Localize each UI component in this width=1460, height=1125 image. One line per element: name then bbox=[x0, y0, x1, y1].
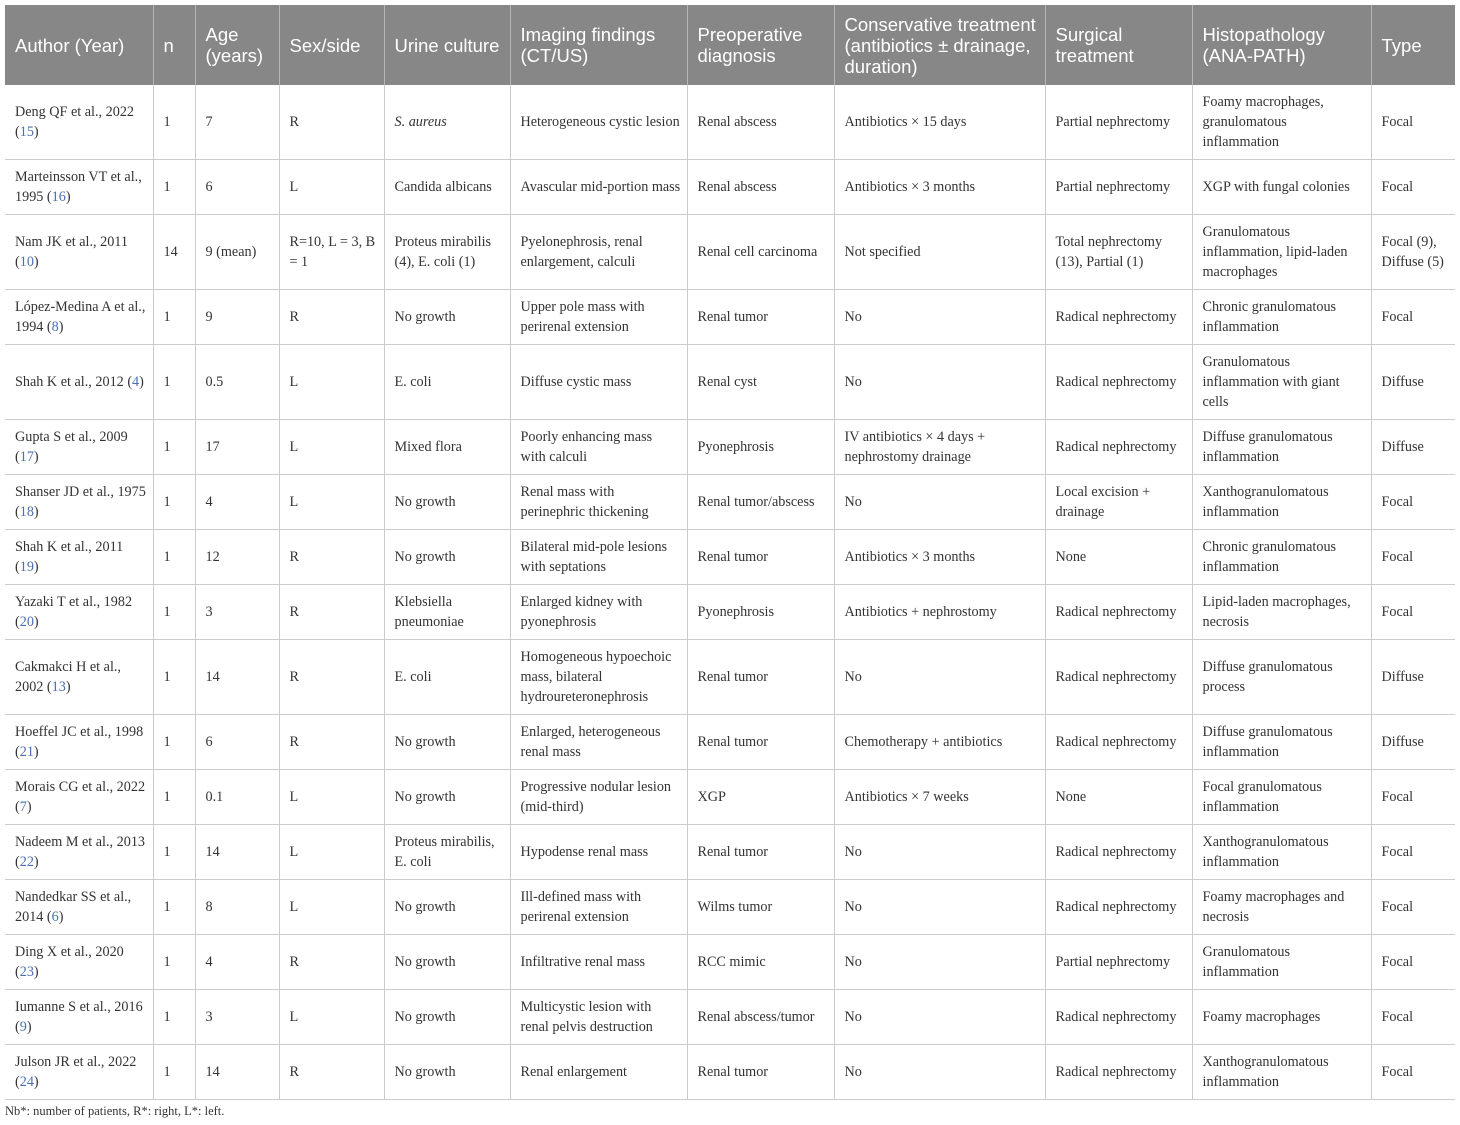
conservative-treatment-cell: No bbox=[834, 935, 1045, 990]
patients-count-cell: 1 bbox=[153, 475, 195, 530]
imaging-findings-cell: Enlarged, heterogeneous renal mass bbox=[510, 715, 687, 770]
histopathology-cell: Granulomatous inflammation bbox=[1192, 935, 1371, 990]
conservative-treatment-cell: Antibiotics × 15 days bbox=[834, 85, 1045, 160]
header-row bbox=[5, 5, 1455, 85]
histopathology-cell: Foamy macrophages bbox=[1192, 990, 1371, 1045]
type-cell: Focal bbox=[1371, 290, 1455, 345]
type-cell: Focal bbox=[1371, 935, 1455, 990]
table-row bbox=[5, 825, 1455, 880]
surgical-treatment-cell: Radical nephrectomy bbox=[1045, 420, 1192, 475]
type-cell: Focal bbox=[1371, 880, 1455, 935]
age-cell: 14 bbox=[195, 640, 279, 715]
type-cell: Focal bbox=[1371, 160, 1455, 215]
author-cell: Iumanne S et al., 2016 (9) bbox=[5, 990, 153, 1045]
histopathology-cell: XGP with fungal colonies bbox=[1192, 160, 1371, 215]
author-cell: López-Medina A et al., 1994 (8) bbox=[5, 290, 153, 345]
histopathology-cell: Diffuse granulomatous inflammation bbox=[1192, 420, 1371, 475]
author-name: Shah K et al., 2012 bbox=[15, 374, 124, 390]
patients-count-cell: 1 bbox=[153, 880, 195, 935]
imaging-findings-cell: Diffuse cystic mass bbox=[510, 345, 687, 420]
sex-side-cell: L bbox=[279, 825, 384, 880]
age-cell: 6 bbox=[195, 715, 279, 770]
author-cell: Yazaki T et al., 1982 (20) bbox=[5, 585, 153, 640]
type-cell: Diffuse bbox=[1371, 715, 1455, 770]
surgical-treatment-cell: Radical nephrectomy bbox=[1045, 585, 1192, 640]
imaging-findings-cell: Progressive nodular lesion (mid-third) bbox=[510, 770, 687, 825]
sex-side-cell: R bbox=[279, 290, 384, 345]
author-cell: Gupta S et al., 2009 (17) bbox=[5, 420, 153, 475]
preoperative-diagnosis-cell: Renal cell carcinoma bbox=[687, 215, 834, 290]
reference-link[interactable]: 9 bbox=[19, 1019, 27, 1035]
preoperative-diagnosis-cell: XGP bbox=[687, 770, 834, 825]
reference-link[interactable]: 15 bbox=[19, 124, 34, 140]
reference-link[interactable]: 16 bbox=[51, 189, 66, 205]
histopathology-cell: Chronic granulomatous inflammation bbox=[1192, 290, 1371, 345]
type-cell: Diffuse bbox=[1371, 640, 1455, 715]
patients-count-cell: 14 bbox=[153, 215, 195, 290]
column-header: Type bbox=[1371, 5, 1455, 85]
preoperative-diagnosis-cell: Renal tumor bbox=[687, 1045, 834, 1100]
surgical-treatment-cell: Local excision + drainage bbox=[1045, 475, 1192, 530]
age-cell: 17 bbox=[195, 420, 279, 475]
author-name: Nadeem M et al., 2013 bbox=[15, 834, 146, 850]
preoperative-diagnosis-cell: RCC mimic bbox=[687, 935, 834, 990]
author-cell: Marteinsson VT et al., 1995 (16) bbox=[5, 160, 153, 215]
author-cell: Nam JK et al., 2011 (10) bbox=[5, 215, 153, 290]
reference-link[interactable]: 10 bbox=[19, 254, 34, 270]
conservative-treatment-cell: No bbox=[834, 825, 1045, 880]
author-name: Deng QF et al., 2022 bbox=[15, 104, 135, 120]
table-header bbox=[5, 5, 1455, 85]
reference-link[interactable]: 7 bbox=[19, 799, 27, 815]
age-cell: 4 bbox=[195, 935, 279, 990]
reference-link[interactable]: 24 bbox=[19, 1074, 34, 1090]
reference-link[interactable]: 23 bbox=[19, 964, 34, 980]
histopathology-cell: Granulomatous inflammation, lipid-laden macrophages bbox=[1192, 215, 1371, 290]
author-name: Ding X et al., 2020 bbox=[15, 944, 124, 960]
preoperative-diagnosis-cell: Renal tumor bbox=[687, 530, 834, 585]
table-row bbox=[5, 85, 1455, 160]
type-cell: Focal bbox=[1371, 585, 1455, 640]
histopathology-cell: Granulomatous inflammation with giant cells bbox=[1192, 345, 1371, 420]
age-cell: 9 bbox=[195, 290, 279, 345]
type-cell: Focal bbox=[1371, 475, 1455, 530]
histopathology-cell: Xanthogranulomatous inflammation bbox=[1192, 1045, 1371, 1100]
author-cell: Deng QF et al., 2022 (15) bbox=[5, 85, 153, 160]
sex-side-cell: L bbox=[279, 160, 384, 215]
preoperative-diagnosis-cell: Pyonephrosis bbox=[687, 585, 834, 640]
histopathology-cell: Xanthogranulomatous inflammation bbox=[1192, 475, 1371, 530]
imaging-findings-cell: Poorly enhancing mass with calculi bbox=[510, 420, 687, 475]
age-cell: 4 bbox=[195, 475, 279, 530]
sex-side-cell: L bbox=[279, 345, 384, 420]
column-header: n bbox=[153, 5, 195, 85]
sex-side-cell: L bbox=[279, 880, 384, 935]
preoperative-diagnosis-cell: Renal tumor bbox=[687, 640, 834, 715]
imaging-findings-cell: Homogeneous hypoechoic mass, bilateral hydroureteronephrosis bbox=[510, 640, 687, 715]
conservative-treatment-cell: No bbox=[834, 1045, 1045, 1100]
urine-culture-cell: No growth bbox=[384, 935, 510, 990]
conservative-treatment-cell: Not specified bbox=[834, 215, 1045, 290]
sex-side-cell: R bbox=[279, 85, 384, 160]
author-name: Shah K et al., 2011 bbox=[15, 539, 124, 555]
preoperative-diagnosis-cell: Renal cyst bbox=[687, 345, 834, 420]
table-row bbox=[5, 935, 1455, 990]
table-row bbox=[5, 475, 1455, 530]
table-row bbox=[5, 345, 1455, 420]
patients-count-cell: 1 bbox=[153, 770, 195, 825]
imaging-findings-cell: Multicystic lesion with renal pelvis destruction bbox=[510, 990, 687, 1045]
table-row bbox=[5, 990, 1455, 1045]
urine-culture-cell: No growth bbox=[384, 1045, 510, 1100]
author-cell: Hoeffel JC et al., 1998 (21) bbox=[5, 715, 153, 770]
table-body bbox=[5, 85, 1455, 1100]
conservative-treatment-cell: IV antibiotics × 4 days + nephrostomy drainage bbox=[834, 420, 1045, 475]
urine-culture-cell: No growth bbox=[384, 290, 510, 345]
author-name: Shanser JD et al., 1975 bbox=[15, 484, 146, 500]
author-cell: Nandedkar SS et al., 2014 (6) bbox=[5, 880, 153, 935]
table-footnote: Nb*: number of patients, R*: right, L*: left. bbox=[5, 1104, 225, 1118]
reference-link[interactable]: 8 bbox=[51, 319, 59, 335]
author-name: Yazaki T et al., 1982 bbox=[15, 594, 133, 610]
patients-count-cell: 1 bbox=[153, 85, 195, 160]
urine-culture-cell: Klebsiella pneumoniae bbox=[384, 585, 510, 640]
reference-link[interactable]: 6 bbox=[51, 909, 59, 925]
histopathology-cell: Foamy macrophages, granulomatous inflammation bbox=[1192, 85, 1371, 160]
histopathology-cell: Foamy macrophages and necrosis bbox=[1192, 880, 1371, 935]
conservative-treatment-cell: No bbox=[834, 345, 1045, 420]
patients-count-cell: 1 bbox=[153, 160, 195, 215]
imaging-findings-cell: Ill-defined mass with perirenal extension bbox=[510, 880, 687, 935]
preoperative-diagnosis-cell: Renal abscess bbox=[687, 160, 834, 215]
conservative-treatment-cell: Antibiotics + nephrostomy bbox=[834, 585, 1045, 640]
table-row bbox=[5, 215, 1455, 290]
histopathology-cell: Focal granulomatous inflammation bbox=[1192, 770, 1371, 825]
patients-count-cell: 1 bbox=[153, 290, 195, 345]
author-name: López-Medina A et al., 1994 bbox=[15, 299, 146, 335]
sex-side-cell: R bbox=[279, 935, 384, 990]
author-name: Nam JK et al., 2011 bbox=[15, 234, 128, 250]
urine-culture-cell: No growth bbox=[384, 880, 510, 935]
surgical-treatment-cell: Radical nephrectomy bbox=[1045, 990, 1192, 1045]
age-cell: 14 bbox=[195, 1045, 279, 1100]
column-header: Author (Year) bbox=[5, 5, 153, 85]
conservative-treatment-cell: No bbox=[834, 880, 1045, 935]
table-row bbox=[5, 290, 1455, 345]
urine-culture-cell: No growth bbox=[384, 715, 510, 770]
age-cell: 3 bbox=[195, 585, 279, 640]
preoperative-diagnosis-cell: Renal tumor/abscess bbox=[687, 475, 834, 530]
imaging-findings-cell: Pyelonephrosis, renal enlargement, calculi bbox=[510, 215, 687, 290]
sex-side-cell: R bbox=[279, 715, 384, 770]
patients-count-cell: 1 bbox=[153, 345, 195, 420]
sex-side-cell: R=10, L = 3, B = 1 bbox=[279, 215, 384, 290]
type-cell: Focal bbox=[1371, 530, 1455, 585]
reference-link[interactable]: 20 bbox=[19, 614, 34, 630]
author-cell: Shah K et al., 2012 (4) bbox=[5, 345, 153, 420]
preoperative-diagnosis-cell: Renal abscess bbox=[687, 85, 834, 160]
imaging-findings-cell: Renal enlargement bbox=[510, 1045, 687, 1100]
author-cell: Shah K et al., 2011 (19) bbox=[5, 530, 153, 585]
preoperative-diagnosis-cell: Renal tumor bbox=[687, 825, 834, 880]
age-cell: 6 bbox=[195, 160, 279, 215]
histopathology-cell: Chronic granulomatous inflammation bbox=[1192, 530, 1371, 585]
urine-culture-cell: No growth bbox=[384, 770, 510, 825]
author-name: Cakmakci H et al., 2002 bbox=[15, 659, 121, 695]
age-cell: 0.5 bbox=[195, 345, 279, 420]
sex-side-cell: R bbox=[279, 640, 384, 715]
urine-culture-cell: No growth bbox=[384, 990, 510, 1045]
histopathology-cell: Lipid-laden macrophages, necrosis bbox=[1192, 585, 1371, 640]
preoperative-diagnosis-cell: Wilms tumor bbox=[687, 880, 834, 935]
table-row bbox=[5, 880, 1455, 935]
preoperative-diagnosis-cell: Renal tumor bbox=[687, 290, 834, 345]
urine-culture-cell: No growth bbox=[384, 475, 510, 530]
author-cell: Morais CG et al., 2022 (7) bbox=[5, 770, 153, 825]
sex-side-cell: L bbox=[279, 475, 384, 530]
conservative-treatment-cell: No bbox=[834, 290, 1045, 345]
age-cell: 7 bbox=[195, 85, 279, 160]
reference-link[interactable]: 19 bbox=[19, 559, 34, 575]
conservative-treatment-cell: Antibiotics × 3 months bbox=[834, 530, 1045, 585]
patients-count-cell: 1 bbox=[153, 640, 195, 715]
age-cell: 14 bbox=[195, 825, 279, 880]
urine-culture-cell: E. coli bbox=[384, 640, 510, 715]
table-wrapper bbox=[5, 5, 1455, 1100]
type-cell: Focal bbox=[1371, 770, 1455, 825]
patients-count-cell: 1 bbox=[153, 530, 195, 585]
sex-side-cell: L bbox=[279, 770, 384, 825]
surgical-treatment-cell: Radical nephrectomy bbox=[1045, 345, 1192, 420]
author-cell: Cakmakci H et al., 2002 (13) bbox=[5, 640, 153, 715]
table-row bbox=[5, 770, 1455, 825]
sex-side-cell: L bbox=[279, 990, 384, 1045]
reference-link[interactable]: 13 bbox=[51, 679, 66, 695]
type-cell: Focal bbox=[1371, 825, 1455, 880]
age-cell: 3 bbox=[195, 990, 279, 1045]
table-row bbox=[5, 640, 1455, 715]
preoperative-diagnosis-cell: Renal tumor bbox=[687, 715, 834, 770]
imaging-findings-cell: Renal mass with perinephric thickening bbox=[510, 475, 687, 530]
imaging-findings-cell: Heterogeneous cystic lesion bbox=[510, 85, 687, 160]
column-header: Conservative treatment (antibiotics ± drainage, duration) bbox=[834, 5, 1045, 85]
sex-side-cell: L bbox=[279, 420, 384, 475]
reference-link[interactable]: 22 bbox=[19, 854, 34, 870]
author-name: Julson JR et al., 2022 bbox=[15, 1054, 137, 1070]
patients-count-cell: 1 bbox=[153, 420, 195, 475]
imaging-findings-cell: Bilateral mid-pole lesions with septations bbox=[510, 530, 687, 585]
table-row bbox=[5, 715, 1455, 770]
column-header: Surgical treatment bbox=[1045, 5, 1192, 85]
sex-side-cell: R bbox=[279, 585, 384, 640]
sex-side-cell: R bbox=[279, 530, 384, 585]
patients-count-cell: 1 bbox=[153, 1045, 195, 1100]
preoperative-diagnosis-cell: Pyonephrosis bbox=[687, 420, 834, 475]
column-header: Urine culture bbox=[384, 5, 510, 85]
author-cell: Nadeem M et al., 2013 (22) bbox=[5, 825, 153, 880]
conservative-treatment-cell: Antibiotics × 7 weeks bbox=[834, 770, 1045, 825]
imaging-findings-cell: Avascular mid-portion mass bbox=[510, 160, 687, 215]
column-header: Sex/side bbox=[279, 5, 384, 85]
table-row bbox=[5, 530, 1455, 585]
type-cell: Focal (9), Diffuse (5) bbox=[1371, 215, 1455, 290]
table-row bbox=[5, 585, 1455, 640]
age-cell: 0.1 bbox=[195, 770, 279, 825]
patients-count-cell: 1 bbox=[153, 825, 195, 880]
surgical-treatment-cell: Radical nephrectomy bbox=[1045, 880, 1192, 935]
column-header: Histopathology (ANA-PATH) bbox=[1192, 5, 1371, 85]
patients-count-cell: 1 bbox=[153, 715, 195, 770]
age-cell: 12 bbox=[195, 530, 279, 585]
author-name: Nandedkar SS et al., 2014 bbox=[15, 889, 132, 925]
urine-culture-cell: Proteus mirabilis, E. coli bbox=[384, 825, 510, 880]
surgical-treatment-cell: Partial nephrectomy bbox=[1045, 85, 1192, 160]
author-name: Marteinsson VT et al., 1995 bbox=[15, 169, 142, 205]
type-cell: Focal bbox=[1371, 85, 1455, 160]
author-cell: Shanser JD et al., 1975 (18) bbox=[5, 475, 153, 530]
surgical-treatment-cell: Total nephrectomy (13), Partial (1) bbox=[1045, 215, 1192, 290]
urine-culture-cell: E. coli bbox=[384, 345, 510, 420]
conservative-treatment-cell: Chemotherapy + antibiotics bbox=[834, 715, 1045, 770]
imaging-findings-cell: Upper pole mass with perirenal extension bbox=[510, 290, 687, 345]
urine-culture-cell: Proteus mirabilis (4), E. coli (1) bbox=[384, 215, 510, 290]
patients-count-cell: 1 bbox=[153, 585, 195, 640]
column-header: Imaging findings (CT/US) bbox=[510, 5, 687, 85]
conservative-treatment-cell: No bbox=[834, 475, 1045, 530]
urine-culture-cell: S. aureus bbox=[384, 85, 510, 160]
surgical-treatment-cell: Radical nephrectomy bbox=[1045, 290, 1192, 345]
surgical-treatment-cell: Radical nephrectomy bbox=[1045, 825, 1192, 880]
column-header: Age (years) bbox=[195, 5, 279, 85]
table-row bbox=[5, 1045, 1455, 1100]
histopathology-cell: Diffuse granulomatous inflammation bbox=[1192, 715, 1371, 770]
type-cell: Diffuse bbox=[1371, 420, 1455, 475]
conservative-treatment-cell: Antibiotics × 3 months bbox=[834, 160, 1045, 215]
type-cell: Focal bbox=[1371, 990, 1455, 1045]
imaging-findings-cell: Enlarged kidney with pyonephrosis bbox=[510, 585, 687, 640]
histopathology-cell: Xanthogranulomatous inflammation bbox=[1192, 825, 1371, 880]
surgical-treatment-cell: None bbox=[1045, 530, 1192, 585]
preoperative-diagnosis-cell: Renal abscess/tumor bbox=[687, 990, 834, 1045]
urine-culture-cell: Mixed flora bbox=[384, 420, 510, 475]
author-name: Gupta S et al., 2009 bbox=[15, 429, 128, 445]
author-cell: Ding X et al., 2020 (23) bbox=[5, 935, 153, 990]
table-row bbox=[5, 420, 1455, 475]
author-cell: Julson JR et al., 2022 (24) bbox=[5, 1045, 153, 1100]
patients-count-cell: 1 bbox=[153, 935, 195, 990]
author-name: Hoeffel JC et al., 1998 bbox=[15, 724, 144, 740]
table-row bbox=[5, 160, 1455, 215]
surgical-treatment-cell: Radical nephrectomy bbox=[1045, 715, 1192, 770]
histopathology-cell: Diffuse granulomatous process bbox=[1192, 640, 1371, 715]
type-cell: Diffuse bbox=[1371, 345, 1455, 420]
surgical-treatment-cell: Partial nephrectomy bbox=[1045, 935, 1192, 990]
reference-link[interactable]: 4 bbox=[132, 374, 140, 390]
surgical-treatment-cell: None bbox=[1045, 770, 1192, 825]
conservative-treatment-cell: No bbox=[834, 990, 1045, 1045]
surgical-treatment-cell: Partial nephrectomy bbox=[1045, 160, 1192, 215]
literature-review-table bbox=[5, 5, 1455, 1100]
reference-link[interactable]: 17 bbox=[19, 449, 34, 465]
age-cell: 8 bbox=[195, 880, 279, 935]
reference-link[interactable]: 21 bbox=[19, 744, 34, 760]
patients-count-cell: 1 bbox=[153, 990, 195, 1045]
reference-link[interactable]: 18 bbox=[19, 504, 34, 520]
sex-side-cell: R bbox=[279, 1045, 384, 1100]
surgical-treatment-cell: Radical nephrectomy bbox=[1045, 1045, 1192, 1100]
urine-culture-cell: Candida albicans bbox=[384, 160, 510, 215]
type-cell: Focal bbox=[1371, 1045, 1455, 1100]
urine-culture-cell: No growth bbox=[384, 530, 510, 585]
surgical-treatment-cell: Radical nephrectomy bbox=[1045, 640, 1192, 715]
age-cell: 9 (mean) bbox=[195, 215, 279, 290]
column-header: Preoperative diagnosis bbox=[687, 5, 834, 85]
author-name: Morais CG et al., 2022 bbox=[15, 779, 146, 795]
author-name: Iumanne S et al., 2016 bbox=[15, 999, 143, 1015]
imaging-findings-cell: Infiltrative renal mass bbox=[510, 935, 687, 990]
imaging-findings-cell: Hypodense renal mass bbox=[510, 825, 687, 880]
conservative-treatment-cell: No bbox=[834, 640, 1045, 715]
